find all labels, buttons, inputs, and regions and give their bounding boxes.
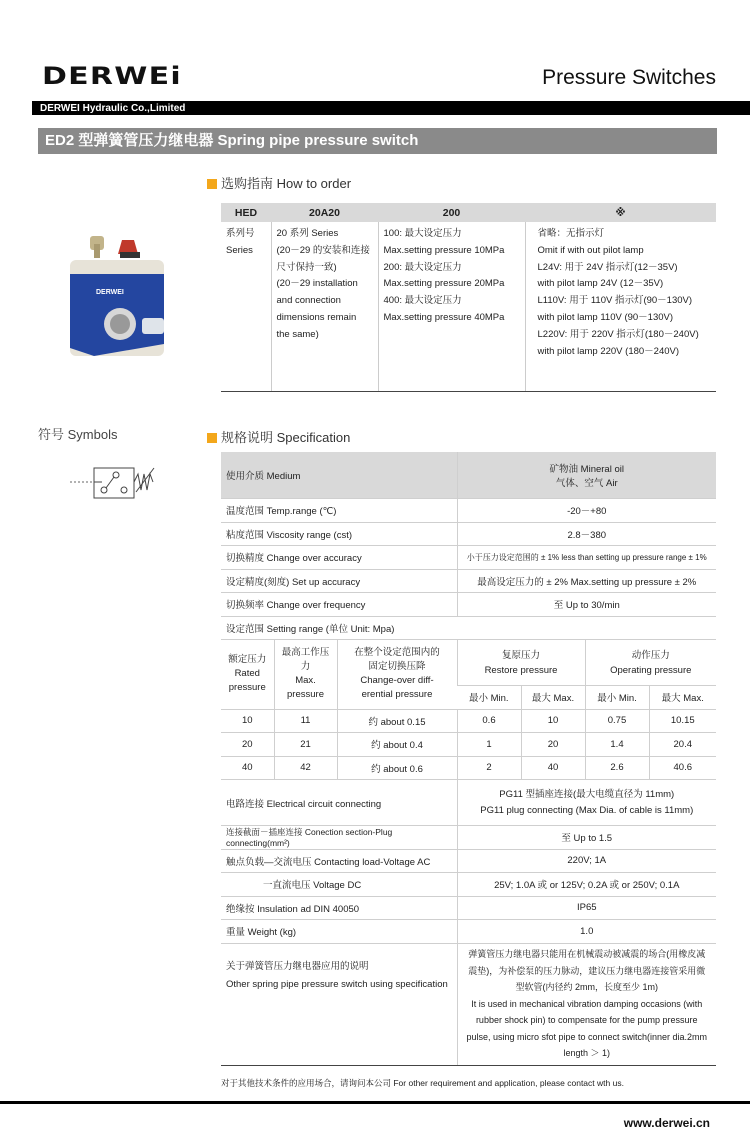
spec-row: 切换频率 Change over frequency 至 Up to 30/min: [221, 593, 716, 617]
order-pressure-cell: 100: 最大设定压力 Max.setting pressure 10MPa 200: 最大设定压力 Max.setting pressure 20MPa 400: 最大设定压力 Max.setting pressure 40MPa: [378, 222, 525, 392]
restore-max-header: 最大 Max.: [521, 686, 585, 710]
electrical-row: 电路连接 Electrical circuit connecting PG11 型插座连接(最大电缆直径为 11mm) PG11 plug connecting (Max Dia. of cable is 11mm): [221, 780, 716, 826]
operating-min-header: 最小 Min.: [585, 686, 649, 710]
other-spec-row: 关于弹簧管压力继电器应用的说明 Other spring pipe pressure switch using specification 弹簧管压力继电器只能用在机械震动被减震的场合(用橡皮减 震垫)，为补偿泵的压力脉动，建议压力继电器连接管采用微 型软管(内径约 2mm，长度至少 1m) It is used in mechanical vibration damping occasions (with rubber shock pin) to compensate for the pump pressure pulse, using micro sfot pipe to connect switch(inner dia.2mm length ＞ 1): [221, 943, 716, 1065]
footer-bar: [0, 1101, 750, 1104]
restore-min-header: 最小 Min.: [457, 686, 521, 710]
rated-pressure-header: 额定压力 Rated pressure: [221, 640, 274, 710]
changeover-header: 在整个设定范围内的 固定切换压降 Change-over diff- erential pressure: [337, 640, 457, 710]
setting-row: 20 21 约 about 0.4 1 20 1.4 20.4: [221, 733, 716, 757]
how-to-order-title: 选购指南 How to order: [207, 173, 351, 192]
medium-value: 矿物油 Mineral oil 气体、空气 Air: [457, 452, 716, 499]
spec-row: 温度范围 Temp.range (℃) -20－+80: [221, 499, 716, 523]
order-lamp-cell: 省略：无指示灯 Omit if with out pilot lamp L24V: 用于 24V 指示灯(12－35V) with pilot lamp 24V (12－35V) L110V: 用于 110V 指示灯(90－130V) with pilot lamp 110V (90－130V) L220V: 用于 220V 指示灯(180－240V) with pilot lamp 220V (180－240V): [525, 222, 716, 392]
spec-row: 绝缘按 Insulation ad DIN 40050 IP65: [221, 896, 716, 920]
spec-row: 设定精度(刻度) Set up accuracy 最高设定压力的 ± 2% Max.setting up pressure ± 2%: [221, 569, 716, 593]
setting-row: 40 42 约 about 0.6 2 40 2.6 40.6: [221, 756, 716, 780]
setting-row: 10 11 约 about 0.15 0.6 10 0.75 10.15: [221, 709, 716, 733]
operating-pressure-header: 动作压力 Operating pressure: [585, 640, 716, 686]
spec-row: 切换精度 Change over accuracy 小于压力设定范围的 ± 1% less than setting up pressure range ± 1%: [221, 546, 716, 570]
how-to-order-table: [221, 203, 716, 392]
setting-range-row: 设定范围 Setting range (单位 Unit: Mpa): [221, 616, 716, 640]
company-name: DERWEI Hydraulic Co.,Limited: [40, 103, 186, 114]
specification-title: 规格说明 Specification: [207, 427, 350, 446]
device-brand-label: DERWEI: [96, 289, 124, 296]
medium-label: 使用介质 Medium: [221, 452, 457, 499]
specification-table: [221, 452, 716, 1066]
order-header-lamp: ※: [525, 203, 716, 222]
order-header-series: HED: [221, 203, 271, 222]
product-title: ED2 型弹簧管压力继电器 Spring pipe pressure switch: [45, 132, 419, 149]
max-pressure-header: 最高工作压力 Max. pressure: [274, 640, 337, 710]
spec-row: 一直流电压 Voltage DC 25V; 1.0A 或 or 125V; 0.2A 或 or 250V; 0.1A: [221, 873, 716, 897]
order-header-pressure: 200: [378, 203, 525, 222]
symbols-title: 符号 Symbols: [38, 427, 118, 442]
order-header-installation: 20A20: [271, 203, 378, 222]
section-marker-icon: [207, 179, 217, 189]
order-installation-cell: 20 系列 Series (20－29 的安装和连接 尺寸保持一致) (20－29 installation and connection dimensions remain the same): [271, 222, 378, 392]
spec-row: 连接截面－插座连接 Conection section-Plug connecting(mm²) 至 Up to 1.5: [221, 826, 716, 850]
switch-symbol-icon: [68, 462, 158, 502]
order-series-cell: 系列号 Series: [221, 222, 271, 392]
restore-pressure-header: 复原压力 Restore pressure: [457, 640, 585, 686]
spec-row: 重量 Weight (kg) 1.0: [221, 920, 716, 944]
section-marker-icon: [207, 433, 217, 443]
footer-note: 对于其他技术条件的应用场合，请询问本公司 For other requirement and application, please contact wth us.: [221, 1078, 624, 1088]
company-logo: DERWEi: [42, 62, 182, 90]
website-link[interactable]: www.derwei.cn: [623, 1116, 710, 1130]
page-title: Pressure Switches: [542, 66, 716, 89]
operating-max-header: 最大 Max.: [649, 686, 716, 710]
pressure-switch-image: [64, 234, 174, 364]
spec-row: 触点负载—交流电压 Contacting load-Voltage AC 220V; 1A: [221, 849, 716, 873]
spec-row: 粘度范围 Viscosity range (cst) 2.8－380: [221, 522, 716, 546]
